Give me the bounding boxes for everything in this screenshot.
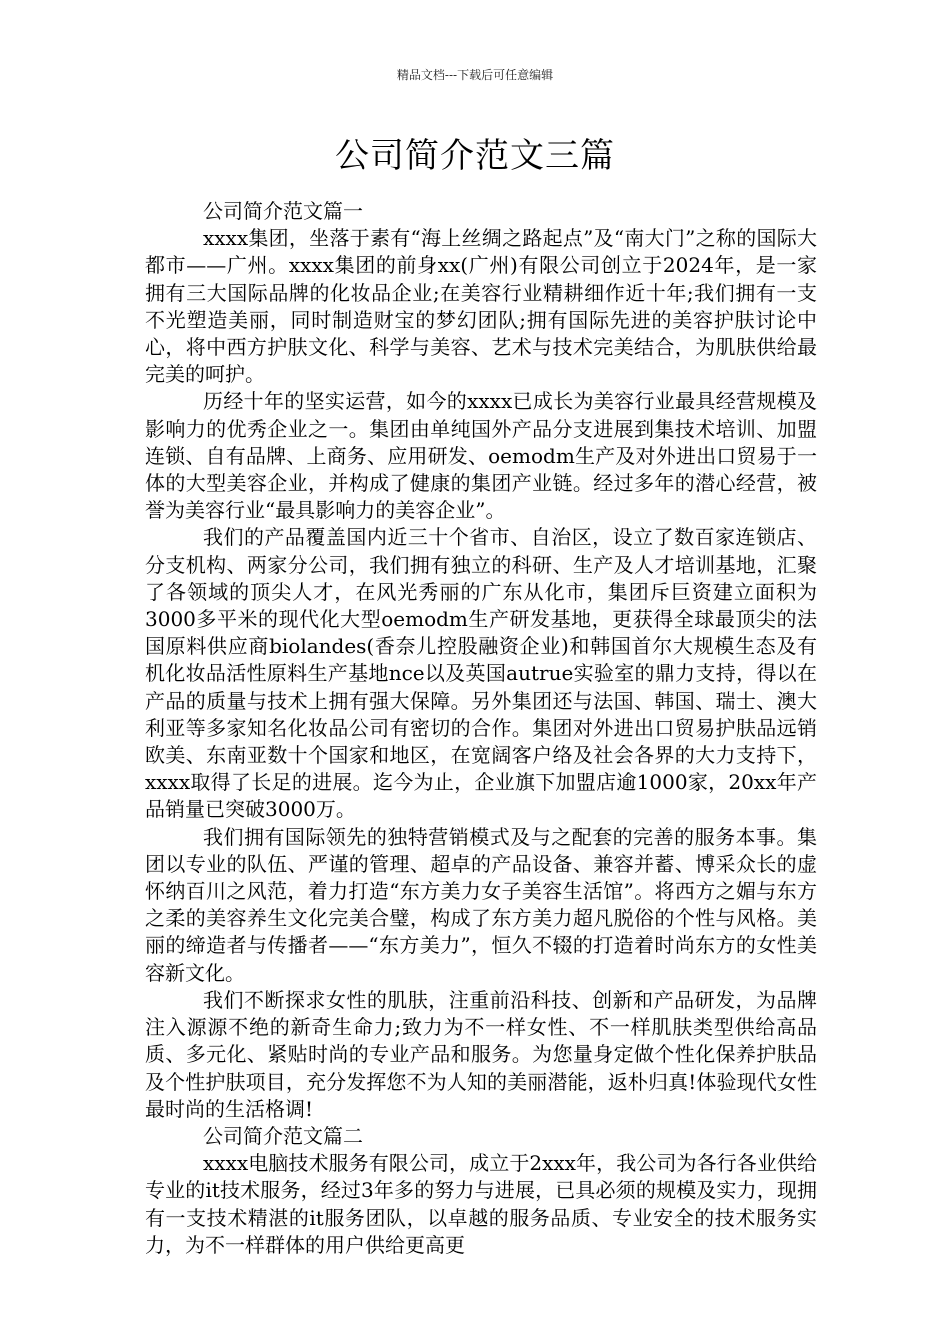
- document-body: [145, 198, 817, 1259]
- document-title: 公司简介范文三篇: [335, 136, 615, 176]
- paragraph: 我们拥有国际领先的独特营销模式及与之配套的完善的服务本事。集团以专业的队伍、严谨的管理、超卓的产品设备、兼容并蓄、博采众长的虚怀纳百川之风范，着力打造“东方美力女子美容生活馆”。将西方之媚与东方之柔的美容养生文化完美合璧，构成了东方美力超凡脱俗的个性与风格。美丽的缔造者与传播者——“东方美力”，恒久不辍的打造着时尚东方的女性美容新文化。: [145, 824, 817, 985]
- paragraph: 我们的产品覆盖国内近三十个省市、自治区，设立了数百家连锁店、分支机构、两家分公司，我们拥有独立的科研、生产及人才培训基地，汇聚了各领域的顶尖人才，在风光秀丽的广东从化市，集团斥巨资建立面积为3000多平米的现代化大型oemodm生产研发基地，更获得全球最顶尖的法国原料供应商biolandes(香奈儿控股融资企业)和韩国首尔大规模生态及有机化妆品活性原料生产基地nce以及英国autrue实验室的鼎力支持，得以在产品的质量与技术上拥有强大保障。另外集团还与法国、韩国、瑞士、澳大利亚等多家知名化妆品公司有密切的合作。集团对外进出口贸易护肤品远销欧美、东南亚数十个国家和地区，在宽阔客户络及社会各界的大力支持下，xxxx取得了长足的进展。迄今为止，企业旗下加盟店逾1000家，20xx年产品销量已突破3000万。: [145, 525, 817, 822]
- paragraph: xxxx电脑技术服务有限公司，成立于2xxx年，我公司为各行各业供给专业的it技术服务，经过3年多的努力与进展，已具必须的规模及实力，现拥有一支技术精湛的it服务团队，以卓越的服务品质、专业安全的技术服务实力，为不一样群体的用户供给更高更: [145, 1151, 817, 1257]
- section-heading: 公司简介范文篇一: [203, 199, 363, 223]
- paragraph: 我们不断探求女性的肌肤，注重前沿科技、创新和产品研发，为品牌注入源源不绝的新奇生命力;致力为不一样女性、不一样肌肤类型供给高品质、多元化、紧贴时尚的专业产品和服务。为您量身定做个性化保养护肤品及个性护肤项目，充分发挥您不为人知的美丽潜能，返朴归真!体验现代女性最时尚的生活格调!: [145, 987, 817, 1121]
- paragraph: xxxx集团，坐落于素有“海上丝绸之路起点”及“南大门”之称的国际大都市——广州。xxxx集团的前身xx(广州)有限公司创立于2024年，是一家拥有三大国际品牌的化妆品企业;在美容行业精耕细作近十年;我们拥有一支不光塑造美丽，同时制造财宝的梦幻团队;拥有国际先进的美容护肤讨论中心，将中西方护肤文化、科学与美容、艺术与技术完美结合，为肌肤供给最完美的呵护。: [145, 226, 817, 387]
- header-note: 精品文档---下载后可任意编辑: [396, 68, 554, 82]
- paragraph: 历经十年的坚实运营，如今的xxxx已成长为美容行业最具经营规模及影响力的优秀企业之一。集团由单纯国外产品分支进展到集技术培训、加盟连锁、自有品牌、上商务、应用研发、oemodm生产及对外进出口贸易于一体的大型美容企业，并构成了健康的集团产业链。经过多年的潜心经营，被誉为美容行业“最具影响力的美容企业”。: [145, 389, 817, 523]
- section-heading: 公司简介范文篇二: [203, 1123, 363, 1148]
